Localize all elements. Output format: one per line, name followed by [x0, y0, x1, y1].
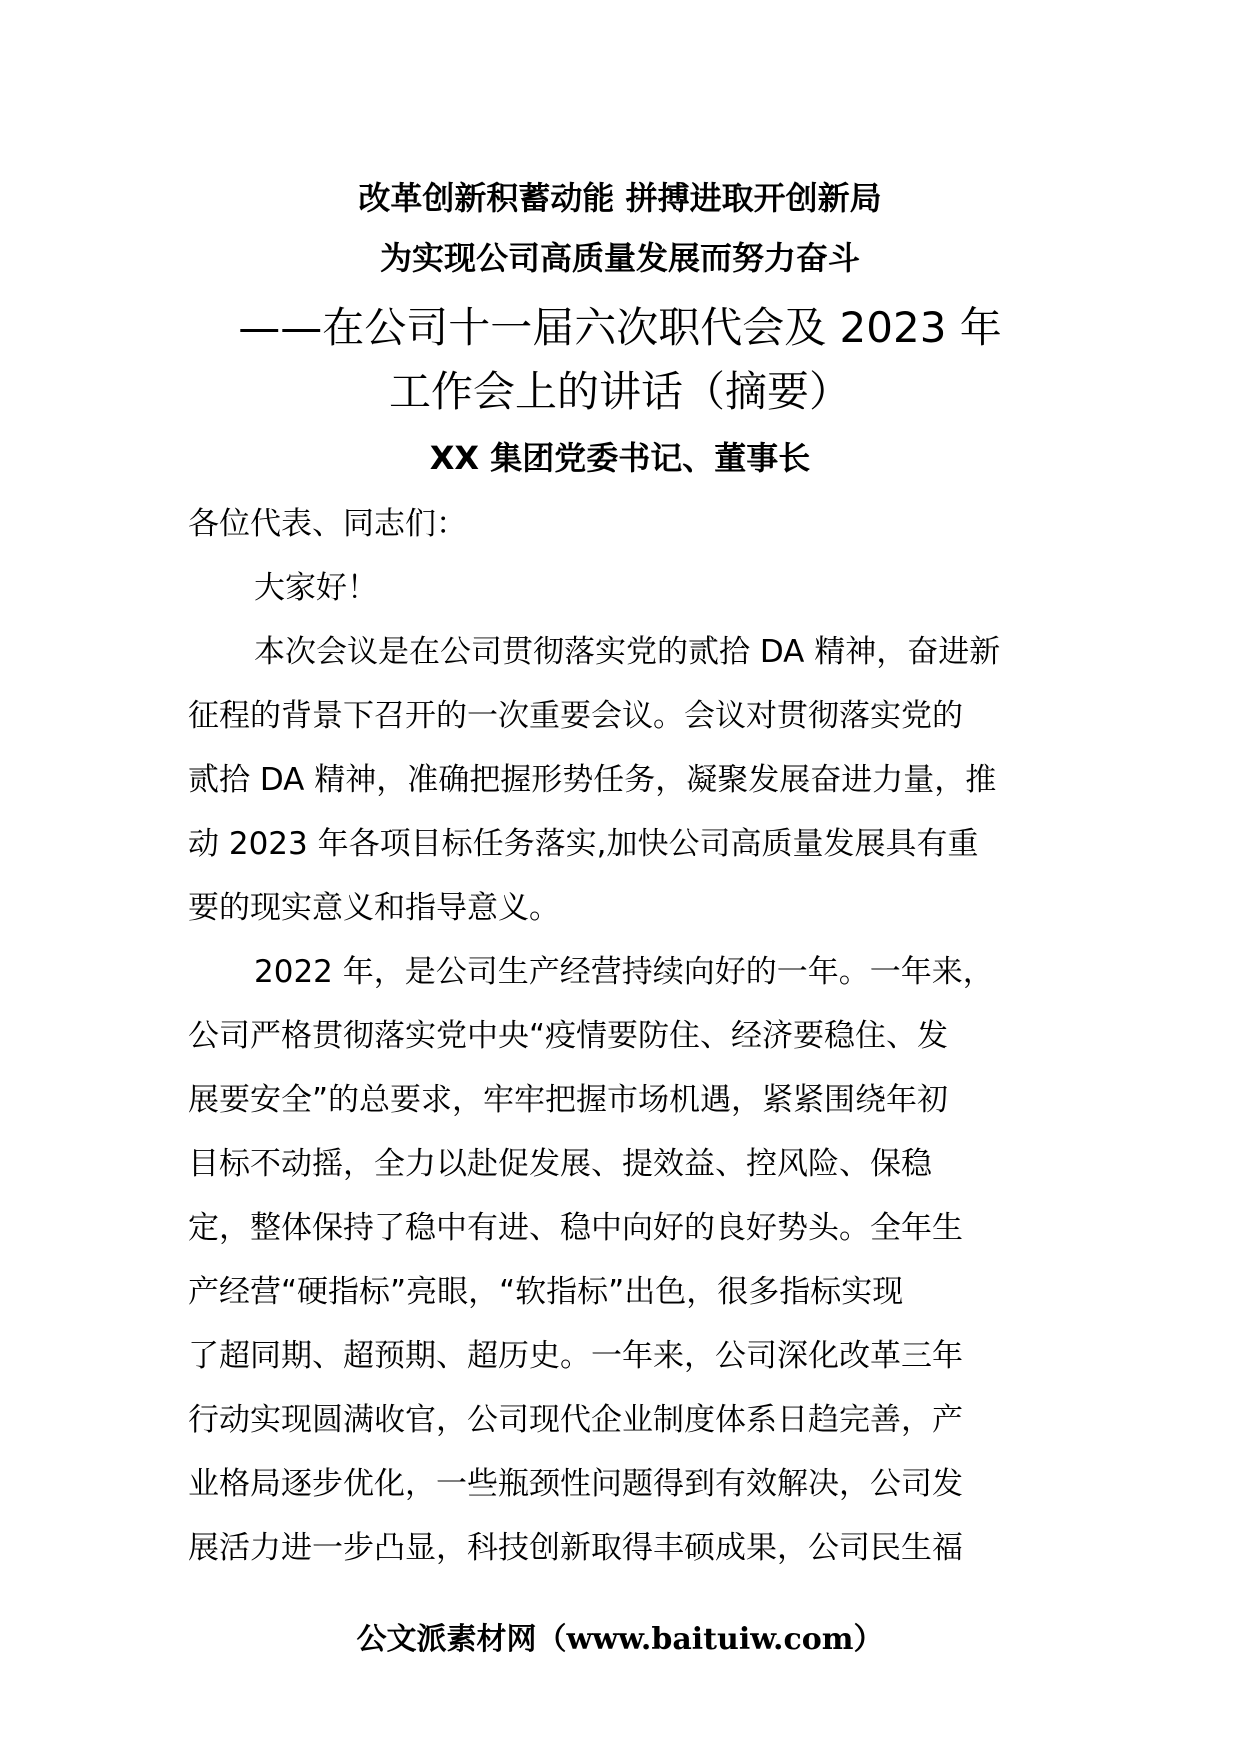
paragraph-line: 产经营“硬指标”亮眼，“软指标”出色，很多指标实现 — [188, 1274, 904, 1310]
footer-watermark: 公文派素材网（www.baituiw.com） — [356, 1622, 884, 1657]
paragraph-line: 2022 年，是公司生产经营持续向好的一年。一年来， — [254, 954, 994, 990]
paragraph-line: 了超同期、超预期、超历史。一年来，公司深化改革三年 — [188, 1338, 963, 1374]
paragraph-line: 要的现实意义和指导意义。 — [188, 890, 560, 926]
paragraph-line: 业格局逐步优化，一些瓶颈性问题得到有效解决，公司发 — [188, 1466, 963, 1502]
subtitle-line-2: 工作会上的讲话（摘要） — [388, 367, 851, 416]
paragraph-line: 定，整体保持了稳中有进、稳中向好的良好势头。全年生 — [188, 1210, 963, 1246]
speaker-line: XX 集团党委书记、董事长 — [429, 439, 811, 477]
greeting: 大家好！ — [254, 570, 378, 606]
paragraph-line: 动 2023 年各项目标任务落实,加快公司高质量发展具有重 — [188, 826, 979, 862]
paragraph-line: 目标不动摇，全力以赴促发展、提效益、控风险、保稳 — [188, 1146, 932, 1182]
subtitle-line-1: ——在公司十一届六次职代会及 2023 年 — [238, 303, 1002, 352]
paragraph-line: 征程的背景下召开的一次重要会议。会议对贯彻落实党的 — [188, 698, 963, 734]
paragraph-line: 行动实现圆满收官，公司现代企业制度体系日趋完善，产 — [188, 1402, 963, 1438]
title-line-2: 为实现公司高质量发展而努力奋斗 — [379, 239, 860, 277]
paragraph-line: 展活力进一步凸显，科技创新取得丰硕成果，公司民生福 — [188, 1530, 963, 1566]
paragraph-line: 展要安全”的总要求，牢牢把握市场机遇，紧紧围绕年初 — [188, 1082, 949, 1118]
salutation: 各位代表、同志们： — [188, 506, 467, 542]
paragraph-line: 贰拾 DA 精神，准确把握形势任务，凝聚发展奋进力量，推 — [188, 762, 997, 798]
paragraph-line: 本次会议是在公司贯彻落实党的贰拾 DA 精神，奋进新 — [254, 634, 1001, 670]
paragraph-line: 公司严格贯彻落实党中央“疫情要防住、经济要稳住、发 — [188, 1018, 949, 1054]
title-line-1: 改革创新积蓄动能 拼搏进取开创新局 — [358, 179, 882, 217]
